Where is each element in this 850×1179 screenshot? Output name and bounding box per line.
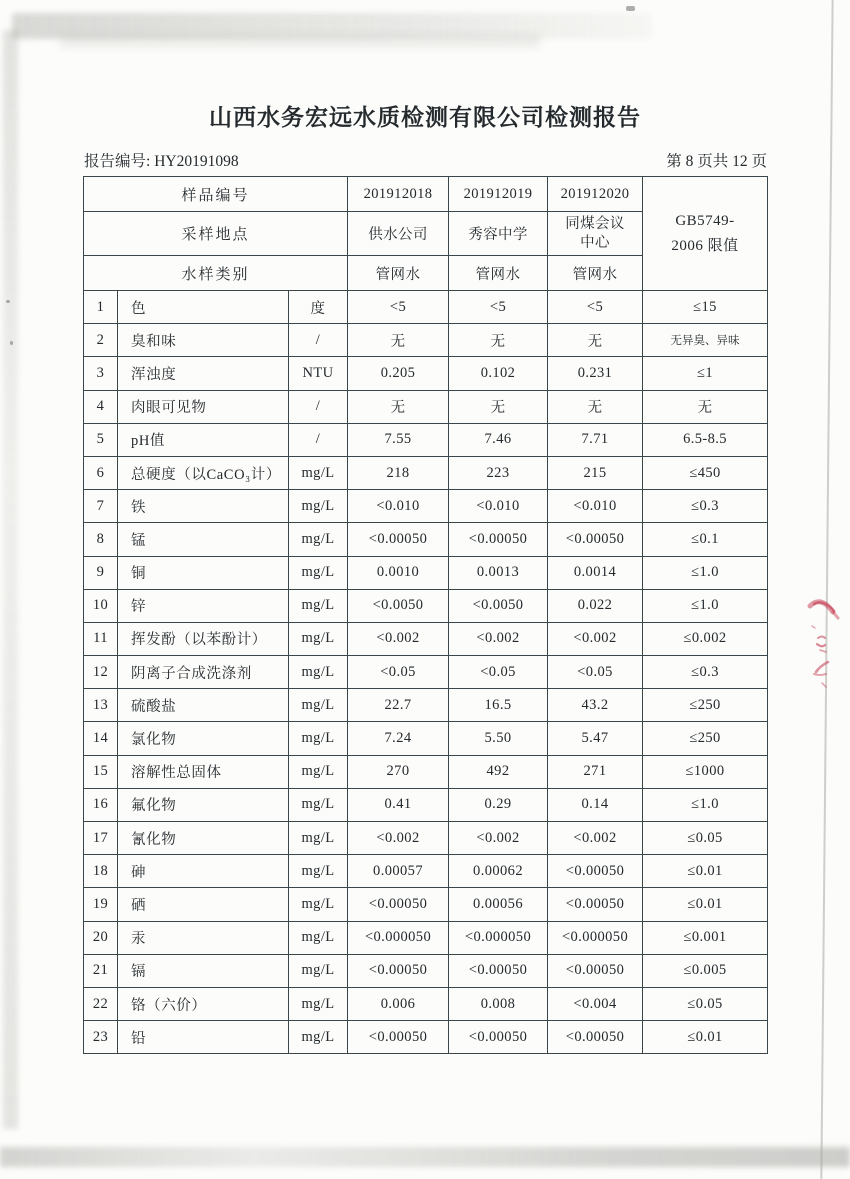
- row-number: 11: [84, 622, 118, 655]
- value-sample-2: <0.002: [449, 622, 548, 655]
- sample-no-1: 201912018: [348, 177, 449, 212]
- unit: mg/L: [289, 987, 348, 1020]
- parameter-name: 肉眼可见物: [118, 390, 289, 423]
- page-indicator: 第 8 页共 12 页: [666, 153, 767, 170]
- sample-type-2: 管网水: [449, 256, 548, 291]
- table-row: [84, 954, 768, 987]
- row-number: 6: [84, 456, 118, 489]
- value-sample-3: 无: [548, 324, 643, 357]
- parameter-name: 铬（六价）: [118, 987, 289, 1020]
- value-sample-1: 0.41: [348, 788, 449, 821]
- row-number: 18: [84, 855, 118, 888]
- limit-value: ≤0.1: [643, 523, 768, 556]
- limit-value: ≤1.0: [643, 589, 768, 622]
- row-number: 7: [84, 490, 118, 523]
- unit: /: [289, 423, 348, 456]
- parameter-name: 铜: [118, 556, 289, 589]
- row-number: 21: [84, 954, 118, 987]
- value-sample-1: 270: [348, 755, 449, 788]
- limit-value: ≤0.3: [643, 656, 768, 689]
- table-row: [84, 921, 768, 954]
- location-1: 供水公司: [348, 212, 449, 256]
- header-row-sample-no: [84, 177, 768, 212]
- results-tbody: [84, 291, 768, 1054]
- value-sample-3: <0.002: [548, 622, 643, 655]
- report-meta-row: [84, 149, 767, 171]
- scan-shadow-left: [3, 30, 18, 1129]
- unit: 度: [289, 291, 348, 324]
- limit-value: 无: [643, 390, 768, 423]
- value-sample-3: <0.000050: [548, 921, 643, 954]
- parameter-name: 溶解性总固体: [118, 755, 289, 788]
- scan-speck: [6, 300, 10, 303]
- row-number: 16: [84, 788, 118, 821]
- paper-edge-line: [820, 0, 833, 1179]
- table-row: [84, 855, 768, 888]
- parameter-name: 阴离子合成洗涤剂: [118, 656, 289, 689]
- sample-type-3: 管网水: [548, 256, 643, 291]
- table-row: [84, 822, 768, 855]
- parameter-name: 汞: [118, 921, 289, 954]
- row-number: 4: [84, 390, 118, 423]
- value-sample-2: 223: [449, 456, 548, 489]
- location-3-text: 同煤会议中心: [565, 216, 625, 251]
- limit-value: ≤0.01: [643, 888, 768, 921]
- value-sample-1: <0.00050: [348, 954, 449, 987]
- table-row: [84, 1021, 768, 1054]
- value-sample-2: <0.05: [449, 656, 548, 689]
- scan-shadow-bottom: [0, 1147, 850, 1167]
- value-sample-1: 22.7: [348, 689, 449, 722]
- unit: mg/L: [289, 788, 348, 821]
- limit-value: ≤1.0: [643, 788, 768, 821]
- row-number: 1: [84, 291, 118, 324]
- value-sample-3: 215: [548, 456, 643, 489]
- row-number: 19: [84, 888, 118, 921]
- row-number: 23: [84, 1021, 118, 1054]
- table-row: [84, 324, 768, 357]
- limit-value: ≤0.05: [643, 987, 768, 1020]
- value-sample-1: 0.205: [348, 357, 449, 390]
- value-sample-1: <0.0050: [348, 589, 449, 622]
- value-sample-2: <0.010: [449, 490, 548, 523]
- unit: mg/L: [289, 1021, 348, 1054]
- value-sample-1: <0.00050: [348, 888, 449, 921]
- value-sample-2: <5: [449, 291, 548, 324]
- value-sample-1: <5: [348, 291, 449, 324]
- parameter-name: 浑浊度: [118, 357, 289, 390]
- value-sample-1: 0.00057: [348, 855, 449, 888]
- unit: mg/L: [289, 589, 348, 622]
- parameter-name: 氰化物: [118, 822, 289, 855]
- location-2: 秀容中学: [449, 212, 548, 256]
- unit: /: [289, 390, 348, 423]
- value-sample-2: 0.102: [449, 357, 548, 390]
- value-sample-2: 0.00056: [449, 888, 548, 921]
- unit: mg/L: [289, 490, 348, 523]
- sample-no-2: 201912019: [449, 177, 548, 212]
- row-number: 9: [84, 556, 118, 589]
- unit: mg/L: [289, 523, 348, 556]
- value-sample-3: 271: [548, 755, 643, 788]
- limit-value: ≤0.005: [643, 954, 768, 987]
- parameter-name: 硫酸盐: [118, 689, 289, 722]
- row-number: 22: [84, 987, 118, 1020]
- value-sample-3: <0.002: [548, 822, 643, 855]
- value-sample-1: 无: [348, 324, 449, 357]
- value-sample-3: <0.004: [548, 987, 643, 1020]
- table-row: [84, 390, 768, 423]
- limit-value: ≤1.0: [643, 556, 768, 589]
- sample-type-1: 管网水: [348, 256, 449, 291]
- limit-value: ≤1: [643, 357, 768, 390]
- parameter-name: 铅: [118, 1021, 289, 1054]
- unit: mg/L: [289, 954, 348, 987]
- value-sample-3: <0.010: [548, 490, 643, 523]
- report-number-value: HY20191098: [154, 153, 239, 170]
- sample-no-3: 201912020: [548, 177, 643, 212]
- value-sample-1: 7.55: [348, 423, 449, 456]
- value-sample-2: 0.008: [449, 987, 548, 1020]
- scan-shadow-top: [12, 13, 652, 39]
- row-number: 2: [84, 324, 118, 357]
- limit-value: ≤250: [643, 689, 768, 722]
- row-number: 20: [84, 921, 118, 954]
- limit-value: ≤0.05: [643, 822, 768, 855]
- location-3: [548, 212, 643, 256]
- value-sample-2: 492: [449, 755, 548, 788]
- limit-standard-header: [643, 177, 768, 291]
- unit: mg/L: [289, 888, 348, 921]
- parameter-name: 臭和味: [118, 324, 289, 357]
- parameter-name: pH值: [118, 423, 289, 456]
- limit-value: ≤250: [643, 722, 768, 755]
- value-sample-1: 7.24: [348, 722, 449, 755]
- unit: mg/L: [289, 722, 348, 755]
- value-sample-2: 0.29: [449, 788, 548, 821]
- table-row: [84, 556, 768, 589]
- table-row: [84, 523, 768, 556]
- parameter-name: 锰: [118, 523, 289, 556]
- value-sample-3: <0.00050: [548, 888, 643, 921]
- scan-speck: [626, 6, 635, 11]
- value-sample-2: <0.00050: [449, 1021, 548, 1054]
- value-sample-3: <0.00050: [548, 523, 643, 556]
- value-sample-3: <0.00050: [548, 954, 643, 987]
- value-sample-2: <0.00050: [449, 523, 548, 556]
- unit: mg/L: [289, 689, 348, 722]
- row-number: 12: [84, 656, 118, 689]
- limit-value: ≤450: [643, 456, 768, 489]
- scan-shadow-top-secondary: [60, 34, 540, 48]
- value-sample-3: <5: [548, 291, 643, 324]
- unit: /: [289, 324, 348, 357]
- table-row: [84, 689, 768, 722]
- results-table-head: [84, 177, 768, 291]
- unit: mg/L: [289, 456, 348, 489]
- value-sample-3: 7.71: [548, 423, 643, 456]
- parameter-name: 挥发酚（以苯酚计）: [118, 622, 289, 655]
- value-sample-1: <0.00050: [348, 523, 449, 556]
- value-sample-1: 218: [348, 456, 449, 489]
- unit: mg/L: [289, 656, 348, 689]
- limit-value: ≤15: [643, 291, 768, 324]
- limit-value: ≤0.01: [643, 1021, 768, 1054]
- parameter-name: 氟化物: [118, 788, 289, 821]
- table-row: [84, 490, 768, 523]
- parameter-name: 硒: [118, 888, 289, 921]
- value-sample-1: 无: [348, 390, 449, 423]
- red-stamp-fragment: [800, 590, 844, 702]
- row-number: 3: [84, 357, 118, 390]
- value-sample-3: 0.231: [548, 357, 643, 390]
- value-sample-1: <0.000050: [348, 921, 449, 954]
- value-sample-3: <0.05: [548, 656, 643, 689]
- report-number: [84, 149, 239, 171]
- unit: mg/L: [289, 855, 348, 888]
- report-number-label: 报告编号:: [84, 153, 151, 170]
- value-sample-2: <0.000050: [449, 921, 548, 954]
- unit: mg/L: [289, 822, 348, 855]
- table-row: [84, 656, 768, 689]
- table-row: [84, 423, 768, 456]
- value-sample-1: 0.006: [348, 987, 449, 1020]
- limit-value: ≤0.01: [643, 855, 768, 888]
- value-sample-2: 7.46: [449, 423, 548, 456]
- limit-value: ≤1000: [643, 755, 768, 788]
- table-row: [84, 722, 768, 755]
- value-sample-3: 43.2: [548, 689, 643, 722]
- parameter-name: 镉: [118, 954, 289, 987]
- table-row: [84, 357, 768, 390]
- row-number: 15: [84, 755, 118, 788]
- value-sample-3: <0.00050: [548, 1021, 643, 1054]
- value-sample-2: <0.00050: [449, 954, 548, 987]
- unit: mg/L: [289, 622, 348, 655]
- limit-value: 6.5-8.5: [643, 423, 768, 456]
- row-number: 8: [84, 523, 118, 556]
- limit-value: 无异臭、异味: [643, 324, 768, 357]
- value-sample-1: <0.002: [348, 622, 449, 655]
- limit-standard-line1: GB5749-: [675, 212, 735, 229]
- parameter-name: 铁: [118, 490, 289, 523]
- results-table: [83, 176, 768, 1054]
- report-title: 山西水务宏远水质检测有限公司检测报告: [209, 105, 641, 130]
- parameter-name: 色: [118, 291, 289, 324]
- table-row: [84, 456, 768, 489]
- value-sample-1: <0.002: [348, 822, 449, 855]
- value-sample-3: 0.0014: [548, 556, 643, 589]
- value-sample-3: 无: [548, 390, 643, 423]
- value-sample-1: <0.010: [348, 490, 449, 523]
- value-sample-2: 0.0013: [449, 556, 548, 589]
- table-row: [84, 788, 768, 821]
- value-sample-2: 5.50: [449, 722, 548, 755]
- value-sample-2: 16.5: [449, 689, 548, 722]
- value-sample-2: 无: [449, 324, 548, 357]
- limit-value: ≤0.001: [643, 921, 768, 954]
- value-sample-2: <0.002: [449, 822, 548, 855]
- parameter-name: 锌: [118, 589, 289, 622]
- parameter-name: 砷: [118, 855, 289, 888]
- sample-type-label: 水样类别: [84, 256, 348, 291]
- value-sample-1: 0.0010: [348, 556, 449, 589]
- row-number: 14: [84, 722, 118, 755]
- table-row: [84, 755, 768, 788]
- table-row: [84, 987, 768, 1020]
- value-sample-3: <0.00050: [548, 855, 643, 888]
- unit: mg/L: [289, 755, 348, 788]
- value-sample-2: <0.0050: [449, 589, 548, 622]
- value-sample-2: 无: [449, 390, 548, 423]
- table-row: [84, 291, 768, 324]
- row-number: 10: [84, 589, 118, 622]
- value-sample-3: 0.14: [548, 788, 643, 821]
- table-row: [84, 589, 768, 622]
- value-sample-1: <0.05: [348, 656, 449, 689]
- value-sample-3: 0.022: [548, 589, 643, 622]
- parameter-name: 氯化物: [118, 722, 289, 755]
- row-number: 5: [84, 423, 118, 456]
- unit: mg/L: [289, 921, 348, 954]
- value-sample-1: <0.00050: [348, 1021, 449, 1054]
- table-row: [84, 622, 768, 655]
- unit: mg/L: [289, 556, 348, 589]
- limit-value: ≤0.3: [643, 490, 768, 523]
- unit: NTU: [289, 357, 348, 390]
- value-sample-2: 0.00062: [449, 855, 548, 888]
- row-number: 17: [84, 822, 118, 855]
- limit-standard-line2: 2006 限值: [671, 237, 739, 254]
- table-row: [84, 888, 768, 921]
- sample-no-label: 样品编号: [84, 177, 348, 212]
- value-sample-3: 5.47: [548, 722, 643, 755]
- location-label: 采样地点: [84, 212, 348, 256]
- parameter-name: 总硬度（以CaCO₃计）: [118, 456, 289, 489]
- scan-speck: [10, 341, 13, 345]
- row-number: 13: [84, 689, 118, 722]
- limit-value: ≤0.002: [643, 622, 768, 655]
